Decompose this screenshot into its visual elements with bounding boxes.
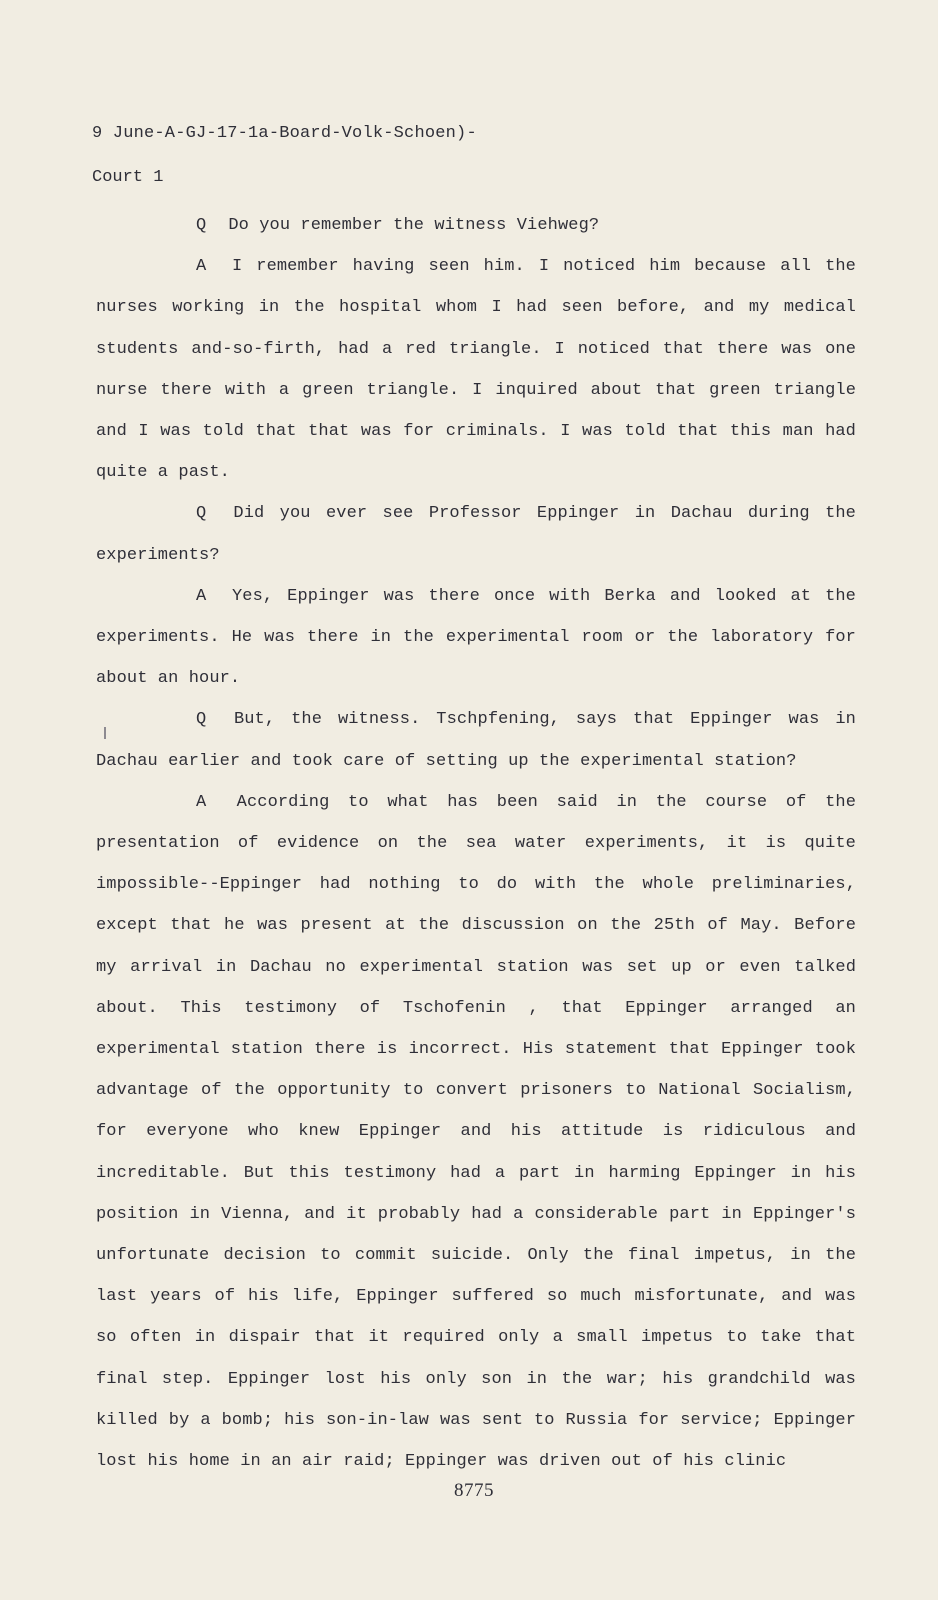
speaker-label: Q (196, 216, 207, 235)
paragraph-text: I remember having seen him. I noticed him because all the nurses working in the hospital whom I had seen before, and my medical students and-so-firth, had a red triangle. I noticed that there was one nurse there with a green triangle. I inquired about that green triangle and I was told that that was for criminals. I was told that this man had quite a past. (96, 257, 856, 483)
speaker-label: Q (196, 504, 207, 524)
answer-paragraph (96, 576, 856, 700)
sheet-edge (938, 0, 948, 1600)
paragraph-text: But, the witness. Tschpfening, says that Eppinger was in Dachau earlier and took care of setting up the experimental station? (96, 710, 856, 771)
question-paragraph (96, 699, 856, 781)
speaker-label: A (196, 257, 207, 277)
paragraph-text: Do you remember the witness Viehweg? (228, 216, 600, 235)
paragraph-text: Yes, Eppinger was there once with Berka and looked at the experiments. He was there in the experimental room or the laboratory for about an hour. (96, 586, 856, 689)
speaker-label: Q (196, 710, 207, 730)
page-number: 8775 (454, 1480, 494, 1501)
paragraph-text: According to what has been said in the course of the presentation of evidence on the sea water experiments, it is quite impossible--Eppinger had nothing to do with the whole preliminaries, except that he was present at the discussion on the 25th of May. Before my arrival in Dachau no experimental station was set up or even talked about. This testimony of Tschofenin , that Eppinger arranged an experimental station there is incorrect. His statement that Eppinger took advantage of the opportunity to convert prisoners to National Socialism, for everyone who knew Eppinger and his attitude is ridiculous and increditable. But this testimony had a part in harming Eppinger in his position in Vienna, and it probably had a considerable part in Eppinger's unfortunate decision to commit suicide. Only the final impetus, in the last years of his life, Eppinger suffered so much misfortunate, and was so often in dispair that it required only a small impetus to take that final step. Eppinger lost his only son in the war; his grandchild was killed by a bomb; his son-in-law was sent to Russia for service; Eppinger lost his home in an air raid; Eppinger was driven out of his clinic (96, 792, 856, 1472)
document-reference: 9 June-A-GJ-17-1a-Board-Volk-Schoen)- (92, 124, 477, 143)
question-paragraph (96, 205, 856, 246)
speaker-label: A (196, 586, 207, 606)
answer-paragraph (96, 782, 856, 1482)
question-paragraph (96, 493, 856, 575)
speaker-label: A (196, 792, 207, 812)
transcript-body (96, 205, 856, 1482)
court-designation: Court 1 (92, 168, 164, 187)
paragraph-text: Did you ever see Professor Eppinger in Dachau during the experiments? (96, 504, 856, 565)
answer-paragraph (96, 246, 856, 493)
